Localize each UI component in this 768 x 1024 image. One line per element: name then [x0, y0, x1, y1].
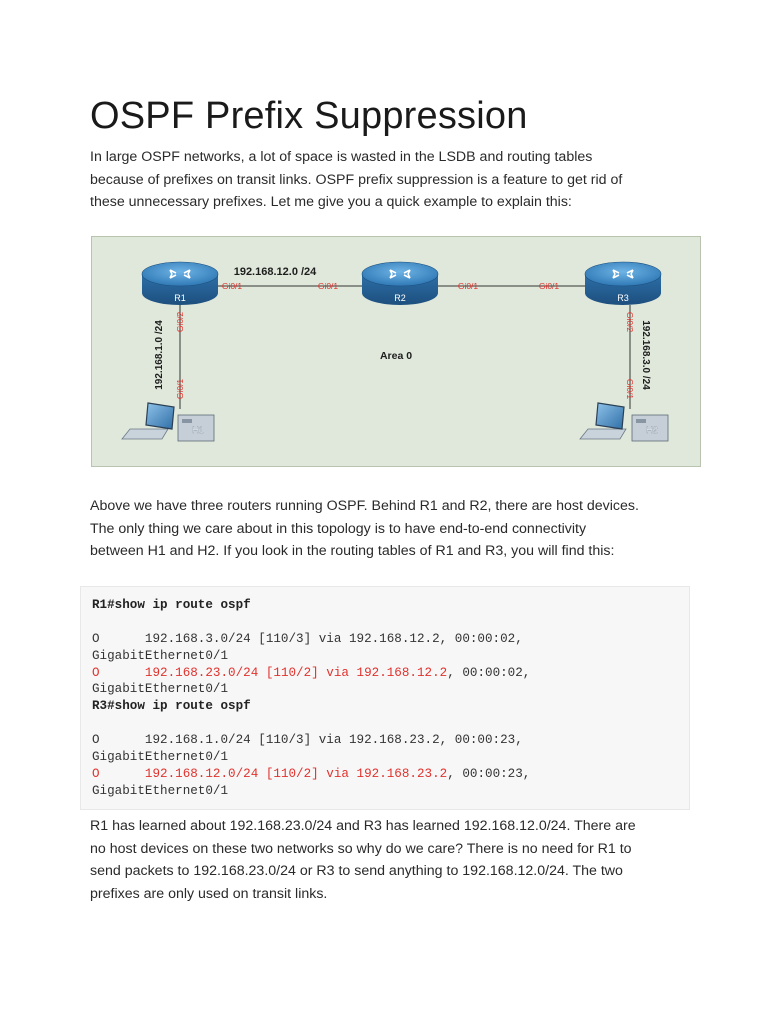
- route-code: O: [92, 766, 145, 781]
- code-line: O 192.168.1.0/24 [110/3] via 192.168.23.2, 00:00:23,: [92, 733, 523, 748]
- code-line: GigabitEthernet0/1: [92, 648, 229, 663]
- intro-line: these unnecessary prefixes. Let me give you a quick example to explain this:: [90, 194, 572, 211]
- paragraph-line: The only thing we care about in this topology is to have end-to-end connectivity: [90, 520, 587, 537]
- intro-paragraph: [90, 146, 690, 214]
- host-h2: [580, 403, 668, 441]
- paragraph-line: send packets to 192.168.23.0/24 or R3 to send anything to 192.168.12.0/24. The two: [90, 863, 623, 880]
- keyboard-icon: [122, 429, 168, 439]
- left-link-label: 192.168.1.0 /24: [154, 320, 165, 390]
- paragraph-line: prefixes are only used on transit links.: [90, 886, 328, 903]
- code-blank-line: [92, 715, 689, 732]
- page-title: OSPF Prefix Suppression: [90, 95, 528, 137]
- paragraph-line: Above we have three routers running OSPF. Behind R1 and R2, there are host devices.: [90, 498, 639, 514]
- route-code: O: [92, 665, 145, 680]
- router-r1: [142, 262, 218, 305]
- topology-explanation: [90, 495, 690, 563]
- code-command: R1#show ip route ospf: [92, 598, 251, 612]
- router-r3: [585, 262, 661, 305]
- interface-label: Gi0/2: [625, 311, 635, 333]
- code-line: O 192.168.3.0/24 [110/3] via 192.168.12.2, 00:00:02,: [92, 631, 523, 646]
- interface-label: Gi0/1: [457, 281, 479, 291]
- router-r2: [362, 262, 438, 305]
- code-line: GigabitEthernet0/1: [92, 682, 229, 697]
- paragraph-line: between H1 and H2. If you look in the routing tables of R1 and R3, you will find this:: [90, 543, 615, 560]
- router-label: R3: [617, 293, 629, 303]
- host-label: H1: [192, 425, 204, 435]
- router-label: R2: [394, 293, 406, 303]
- transit-explanation: [90, 815, 690, 906]
- code-blank-line: [92, 614, 689, 631]
- code-block: [80, 586, 690, 810]
- monitor-icon: [146, 403, 174, 429]
- interface-label: Gi0/1: [175, 378, 185, 400]
- monitor-icon: [596, 403, 624, 429]
- code-line: [92, 665, 689, 682]
- topology-diagram: [91, 236, 701, 467]
- host-h1: [122, 403, 214, 441]
- host-label: H2: [646, 425, 658, 435]
- highlighted-route: 192.168.12.0/24 [110/2] via 192.168.23.2: [144, 766, 448, 781]
- interface-label: Gi0/1: [625, 378, 635, 400]
- code-line: GigabitEthernet0/1: [92, 783, 229, 798]
- highlighted-route: 192.168.23.0/24 [110/2] via 192.168.12.2: [144, 665, 448, 680]
- paragraph-line: no host devices on these two networks so why do we care? There is no need for R1 to: [90, 840, 632, 857]
- paragraph-line: R1 has learned about 192.168.23.0/24 and R3 has learned 192.168.12.0/24. There are: [90, 818, 636, 834]
- route-rest: , 00:00:02,: [447, 665, 531, 680]
- intro-line: because of prefixes on transit links. OSPF prefix suppression is a feature to get rid of: [90, 171, 623, 188]
- code-line: GigabitEthernet0/1: [92, 750, 229, 765]
- code-line: [92, 766, 689, 783]
- interface-label: Gi0/1: [317, 281, 339, 291]
- route-rest: , 00:00:23,: [447, 766, 531, 781]
- keyboard-icon: [580, 429, 626, 439]
- top-link-label: 192.168.12.0 /24: [233, 266, 317, 278]
- interface-label: Gi0/2: [175, 311, 185, 333]
- code-command: R3#show ip route ospf: [92, 699, 251, 714]
- intro-line: In large OSPF networks, a lot of space is wasted in the LSDB and routing tables: [90, 149, 593, 165]
- router-label: R1: [174, 293, 186, 303]
- area-label: Area 0: [379, 350, 413, 362]
- right-link-label: 192.168.3.0 /24: [640, 320, 651, 390]
- interface-label: Gi0/1: [538, 281, 560, 291]
- interface-label: Gi0/1: [221, 281, 243, 291]
